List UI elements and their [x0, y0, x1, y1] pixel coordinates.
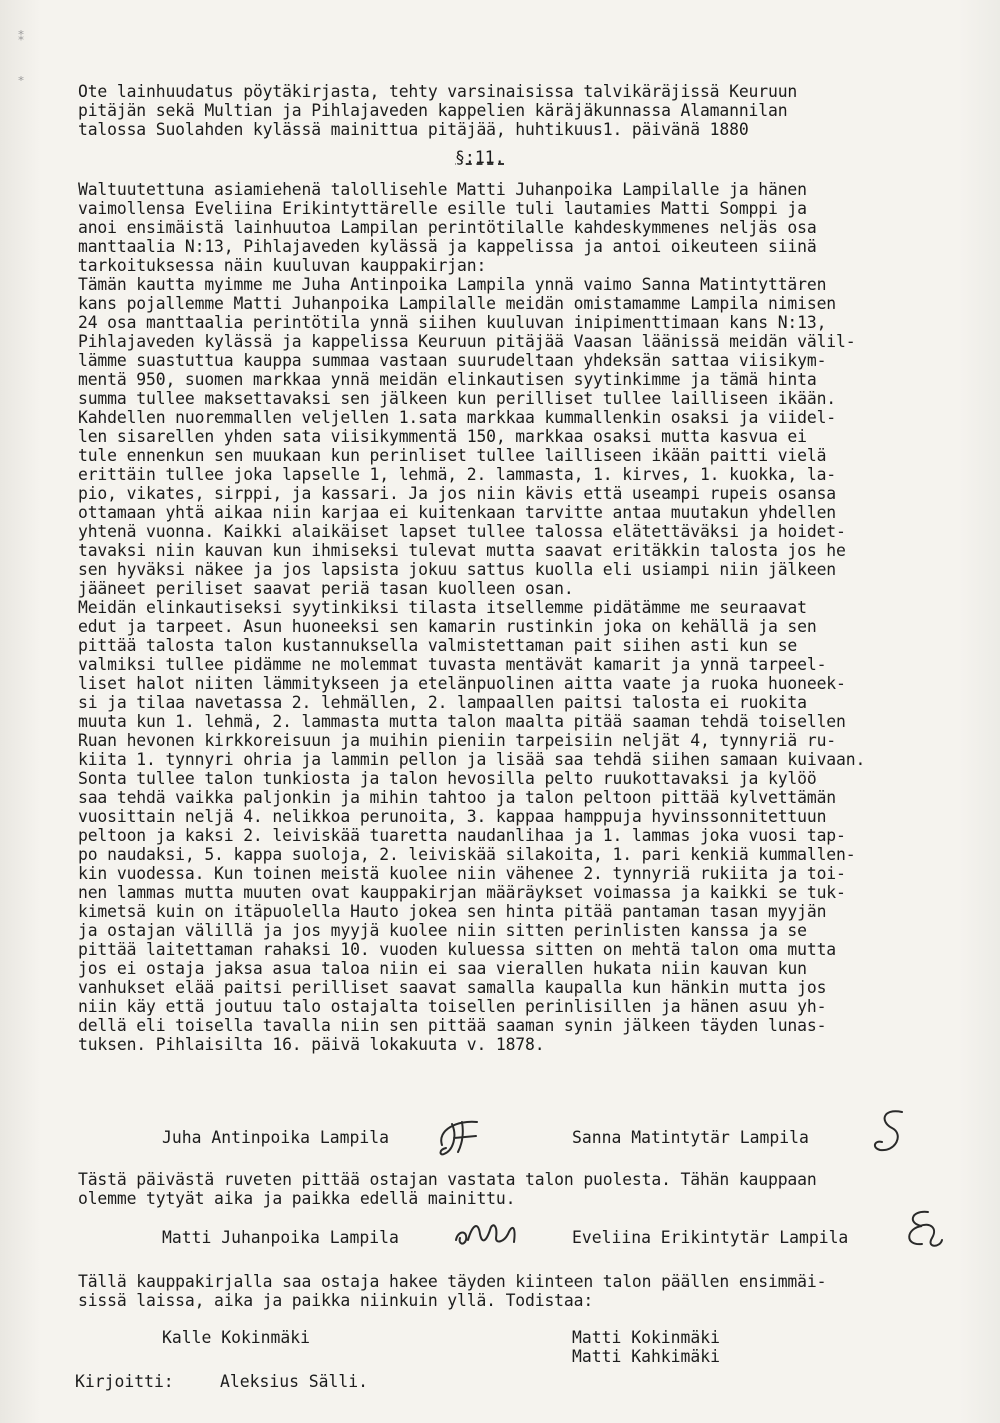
text-line: Tämän kautta myimme me Juha Antinpoika Lampila ynnä vaimo Sanna Matintyttären — [78, 275, 827, 294]
signature-mark-matti — [450, 1212, 522, 1252]
text-line: Kahdellen nuoremmallen veljellen 1.sata markkaa kummallenkin osaksi ja viidel- — [78, 408, 837, 427]
text-line: summa tullee maksettavaksi sen jälkeen kun perilliset tullee lailliseen ikään. — [78, 389, 837, 408]
text-line: vaimollensa Eveliina Erikintyttärelle esille tuli lautamies Matti Somppi ja — [78, 199, 807, 218]
text-line: saa tehdä vaikka paljonkin ja mihin tahtoo ja talon peltoon pittää kylvettämän — [78, 788, 837, 807]
text-line: peltoon ja kaksi 2. leiviskää tuaretta naudanlihaa ja 1. lammas joka vuosi tap- — [78, 826, 846, 845]
text-line: jääneet periliset saavat periä tasan kuolleen osan. — [78, 579, 574, 598]
text-line: vuosittain neljä 4. nelikkoa perunoita, 3. kappaa hamppuja hyvinssonnitettuun — [78, 807, 827, 826]
signature-name-sanna: Sanna Matintytär Lampila — [572, 1128, 809, 1147]
text-line: manttaalia N:13, Pihlajaveden kylässä ja kappelissa ja antoi oikeuteen siinä — [78, 237, 817, 256]
signature-mark-juha — [432, 1110, 502, 1160]
text-line: Ote lainhuudatus pöytäkirjasta, tehty varsinaisissa talvikäräjissä Keuruun — [78, 82, 798, 101]
text-line: Tästä päivästä ruveten pittää ostajan vastata talon puolesta. Tähän kauppaan — [78, 1170, 817, 1189]
text-line: Meidän elinkautiseksi syytinkiksi tilasta itsellemme pidätämme me seuraavat — [78, 598, 807, 617]
text-line: ja ostajan välillä ja jos myyjä kuolee niin sitten perinlisten kanssa ja se — [78, 921, 807, 940]
text-line: pittää talosta talon kustannuksella valmistettaman pait siihen asti kun se — [78, 636, 798, 655]
witness-matti-1: Matti Kokinmäki — [572, 1328, 721, 1347]
text-line: muuta kun 1. lehmä, 2. lammasta mutta talon maalta pitää saaman tehdä toisellen — [78, 712, 846, 731]
text-line: kans pojallemme Matti Juhanpoika Lampilalle meidän omistamamme Lampila nimisen — [78, 294, 837, 313]
writer-label: Kirjoitti: — [75, 1372, 174, 1391]
signature-name-eveliina: Eveliina Erikintytär Lampila — [572, 1228, 849, 1247]
text-line: kin vuodessa. Kun toinen meistä kuolee niin vähenee 2. tynnyriä rukiita ja toi- — [78, 864, 846, 883]
text-line: po naudaksi, 5. kappa suoloja, 2. leiviskää silakoita, 1. pari kenkiä kummallen- — [78, 845, 856, 864]
text-line: tavaksi niin kauvan kun ihmiseksi tulevat mutta saavat eritäkkin talosta jos he — [78, 541, 846, 560]
text-line: sissä laissa, aika ja paikka niinkuin yllä. Todistaa: — [78, 1291, 594, 1310]
text-line: anoi ensimäistä lainhuutoa Lampilan perintötilalle kahdeskymmenes neljäs osa — [78, 218, 817, 237]
text-line: tule ennenkun sen muukaan kun perinliset tullee lailliseen ikään paitti vielä — [78, 446, 827, 465]
text-line: olemme tytyät aika ja paikka edellä mainittu. — [78, 1189, 516, 1208]
text-line: kiita 1. tynnyri ohria ja lammin pellon ja lisää saa tehdä siihen samaan kuivaan. — [78, 750, 866, 769]
text-line: jos ei ostaja jaksa asua taloa niin ei saa vierallen hukata niin kauvan kun — [78, 959, 807, 978]
signature-mark-eveliina — [898, 1204, 946, 1254]
text-line: Tällä kauppakirjalla saa ostaja hakee täyden kiinteen talon päällen ensimmäi- — [78, 1272, 827, 1291]
text-line: valmiksi tullee pidämme ne molemmat tuvasta mentävät kamarit ja ynnä tarpeel- — [78, 655, 827, 674]
witness-kalle: Kalle Kokinmäki — [162, 1328, 311, 1347]
text-line: 24 osa manttaalia perintötila ynnä siihen kuuluvan inipimenttimaan kans N:13, — [78, 313, 827, 332]
section-mark: §:11. — [455, 148, 505, 167]
text-line: liset halot niiten lämmitykseen ja etelänpuolinen aitta vaate ja ruoka huoneek- — [78, 674, 846, 693]
document-header — [78, 82, 968, 139]
text-line: tarkoituksessa näin kuuluvan kauppakirjan: — [78, 256, 487, 275]
deed-body — [78, 180, 968, 1054]
witness-matti-2: Matti Kahkimäki — [572, 1347, 721, 1366]
text-line: niin käy että joutuu talo ostajalta toisellen perinlisillen ja hänen asuu yh- — [78, 997, 827, 1016]
text-line: dellä eli toisella tavalla niin sen pittää saaman synin jälkeen täyden lunas- — [78, 1016, 827, 1035]
text-line: si ja tilaa navetassa 2. lehmällen, 2. lampaallen paitsi talosta ei ruokita — [78, 693, 807, 712]
text-line: Waltuutettuna asiamiehenä talollisehle Matti Juhanpoika Lampilalle ja hänen — [78, 180, 807, 199]
text-line: vanhukset elää paitsi perilliset saavat samalla kaupalla kun hänkin mutta jos — [78, 978, 827, 997]
signature-name-matti: Matti Juhanpoika Lampila — [162, 1228, 399, 1247]
text-line: pittää laitettaman rahaksi 10. vuoden kuluessa sitten on mehtä talon oma mutta — [78, 940, 837, 959]
text-line: pitäjän sekä Multian ja Pihlajaveden kappelien käräjäkunnassa Alamannilan — [78, 101, 788, 120]
punch-mark: ⁎ — [18, 70, 24, 84]
text-line: kimetsä kuin on itäpuolella Hauto jokea sen hinta pitää pantaman tasan myyjän — [78, 902, 827, 921]
closing-text — [78, 1272, 968, 1310]
text-line: tuksen. Pihlaisilta 16. päivä lokakuuta v. 1878. — [78, 1035, 545, 1054]
writer-name: Aleksius Sälli. — [220, 1372, 369, 1391]
text-line: yhtenä vuonna. Kaikki alaikäiset lapset tullee talossa elätettäväksi ja hoidet- — [78, 522, 846, 541]
text-line: Pihlajaveden kylässä ja kappelissa Keuruun pitäjää Vaasan läänissä meidän välil- — [78, 332, 856, 351]
text-line: erittäin tullee joka lapselle 1, lehmä, 2. lammasta, 1. kirves, 1. kuokka, la- — [78, 465, 837, 484]
text-line: nen lammas mutta muuten ovat kauppakirjan määräykset voimassa ja kaikki se tuk- — [78, 883, 846, 902]
text-line: mentä 950, suomen markkaa ynnä meidän elinkautisen syytinkimme ja tämä hinta — [78, 370, 817, 389]
text-line: talossa Suolahden kylässä mainittua pitäjää, huhtikuus1. päivänä 1880 — [78, 120, 749, 139]
signature-name-juha: Juha Antinpoika Lampila — [162, 1128, 389, 1147]
text-line: Ruan hevonen kirkkoreisuun ja muihin pieniin tarpeisiin neljät 4, tynnyriä ru- — [78, 731, 837, 750]
acceptance-text — [78, 1170, 968, 1208]
punch-mark: ⁑ — [18, 30, 24, 44]
text-line: Sonta tullee talon tunkiosta ja talon hevosilla pelto ruukottavaksi ja kylöö — [78, 769, 817, 788]
text-line: lämme suastuttua kauppa summaa vastaan suurudeltaan yhdeksän sattaa viisikym- — [78, 351, 827, 370]
text-line: len sisarellen yhden sata viisikymmentä 150, markkaa osaksi mutta kasvua ei — [78, 427, 807, 446]
text-line: sen hyväksi näkee ja jos lapsista jokuu sattus kuolla eli usiampi niin jälkeen — [78, 560, 837, 579]
signature-mark-sanna — [862, 1104, 922, 1158]
text-line: pio, vikates, sirppi, ja kassari. Ja jos niin kävis että useampi rupeis osansa — [78, 484, 837, 503]
text-line: edut ja tarpeet. Asun huoneeksi sen kamarin rustinkin joka on kehällä ja sen — [78, 617, 817, 636]
text-line: ottamaan yhtä aikaa niin karjaa ei kuitenkaan tarvitte antaa muutakun yhdellen — [78, 503, 837, 522]
